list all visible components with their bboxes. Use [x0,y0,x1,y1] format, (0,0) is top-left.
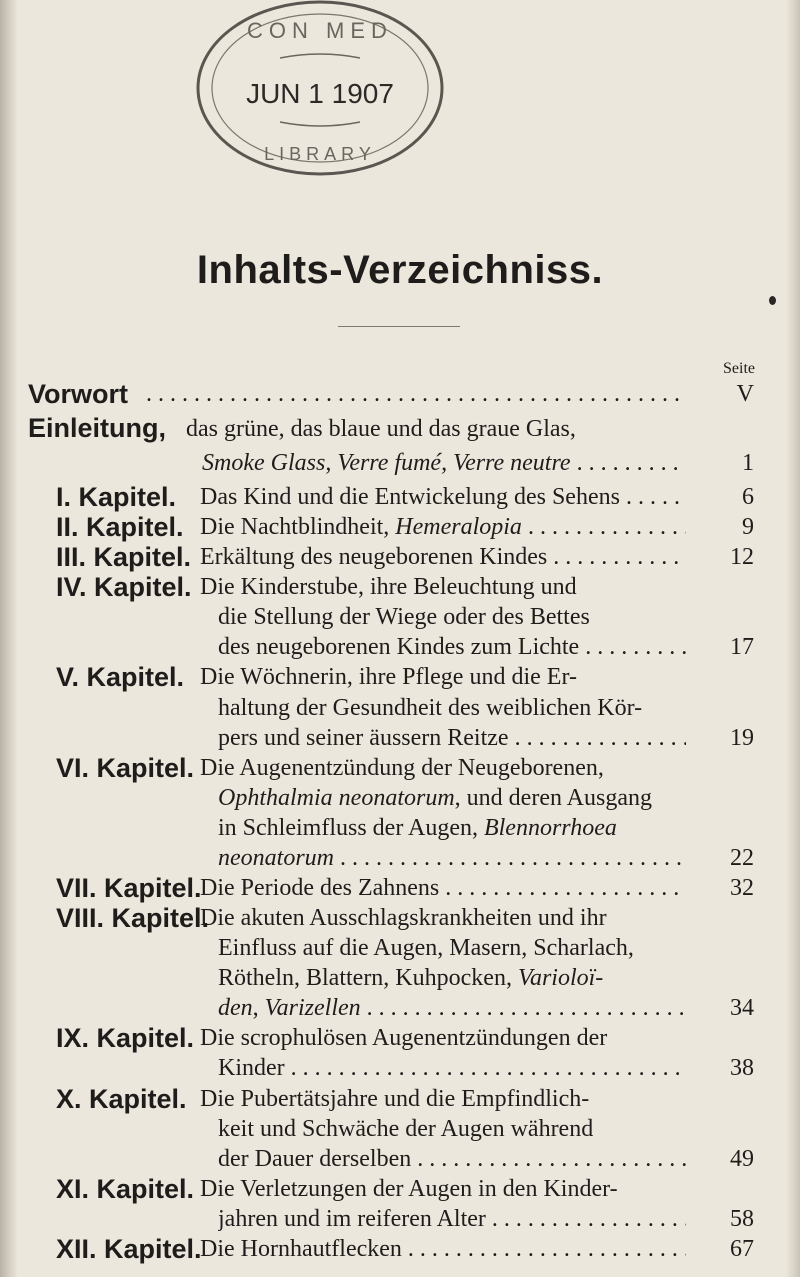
toc-line-text: Die Nachtblindheit, Hemeralopia [200,514,522,541]
stamp-bottom-text: LIBRARY [264,144,376,164]
page-edge-shadow [786,0,800,1277]
toc-page: 6 [742,484,754,510]
toc-line [200,1021,740,1055]
toc-page: 12 [730,544,754,571]
toc-line [218,691,758,725]
toc-label: I. Kapitel. [56,482,177,512]
toc-line-italic: Smoke Glass, Verre fumé, Verre neutre [202,450,571,476]
toc-page: 17 [730,634,754,661]
toc-line [200,510,686,544]
toc-line-text: Kinder [218,1055,285,1082]
toc-page: 34 [730,995,754,1022]
toc-page: 19 [730,724,754,751]
toc-page: 22 [730,844,754,871]
toc-line [218,811,758,845]
toc-line [202,446,686,480]
toc-line-text: die Stellung der Wiege oder des Bettes [218,604,590,631]
toc-label: VIII. Kapitel. [56,903,210,934]
toc-line-text: keit und Schwäche der Augen während [218,1115,594,1142]
stamp-top-text: CON MED [247,18,393,43]
toc-label: II. Kapitel. [56,512,184,543]
toc-page: 38 [730,1055,754,1082]
toc-line-text: neonatorum [218,844,334,871]
toc-line [200,1232,686,1266]
toc-line [218,630,686,664]
toc-line [218,1051,686,1085]
toc-line-text: Erkältung des neugeborenen Kindes [200,544,548,571]
toc-label: VI. Kapitel. [56,752,195,783]
toc-label: XI. Kapitel. [56,1173,195,1204]
toc-line-text: Die scrophulösen Augenentzündungen der [200,1025,608,1052]
toc-line [218,931,758,965]
toc-page: 58 [730,1205,754,1232]
toc-line-text: Die Verletzungen der Augen in den Kinder- [200,1175,618,1202]
toc-line [218,991,686,1025]
toc-line [218,841,686,875]
toc-line [218,721,686,755]
toc-line-text: Die Augenentzündung der Neugeborenen, [200,754,604,781]
toc-label: X. Kapitel. [56,1083,187,1114]
library-stamp [185,0,455,185]
toc-line-text: Einfluss auf die Augen, Masern, Scharlach, [218,935,634,962]
toc-line-text: den, Varizellen [218,995,361,1022]
toc-line [218,1202,686,1236]
page-title: Inhalts-Verzeichniss. [196,248,604,292]
toc-line-text: Die Hornhautflecken [200,1235,402,1262]
toc-line [218,781,758,815]
stamp-date: JUN 1 1907 [246,78,394,109]
title-divider [338,326,460,327]
ink-dot [769,296,776,305]
toc-line [218,961,758,995]
toc-line-text: Die Periode des Zahnens [200,875,440,901]
page-gutter-shadow [0,0,18,1277]
toc-line [200,1082,740,1116]
toc-line-text: der Dauer derselben [218,1145,412,1172]
toc-page: 9 [742,514,754,541]
toc-page: 49 [730,1145,754,1172]
toc-label: Einleitung, [28,413,166,443]
toc-label: IX. Kapitel. [56,1023,195,1054]
toc-label: IV. Kapitel. [56,572,192,603]
toc-line-text: des neugeborenen Kindes zum Lichte [218,634,580,661]
toc-line-text: Die Kinderstube, ihre Beleuchtung und [200,574,577,601]
toc-page: 32 [730,875,754,901]
toc-line [200,540,686,574]
page-column-header: Seite [723,360,755,377]
toc-page: 67 [730,1235,754,1262]
toc-line [200,871,686,905]
toc-label: III. Kapitel. [56,542,192,573]
toc-line-text: jahren und im reiferen Alter [218,1205,486,1232]
toc-page: 1 [742,450,754,476]
toc-line [218,600,758,634]
toc-line-text: pers und seiner äussern Reitze [218,724,509,751]
toc-label: XII. Kapitel. [56,1233,202,1264]
toc-label: Vorwort [28,379,128,409]
toc-line [200,1172,740,1206]
toc-line-text: haltung der Gesundheit des weiblichen Kör- [218,694,643,721]
toc-line-text: Die Wöchnerin, ihre Pflege und die Er- [200,664,577,691]
toc-line [200,660,740,694]
toc-line [200,480,686,514]
toc-label: V. Kapitel. [56,662,185,693]
toc-line-text: in Schleimfluss der Augen, Blennorrhoea [218,814,617,841]
toc-label: VII. Kapitel. [56,873,202,903]
toc-line: das grüne, das blaue und das graue Glas, [186,416,576,442]
toc-line [200,570,740,604]
toc-leader [146,377,686,411]
toc-line-text: Das Kind und die Entwickelung des Sehens [200,484,620,510]
toc-line [218,1112,758,1146]
toc-line [218,1142,686,1176]
toc-page: V [736,381,754,407]
toc-line-text: Die akuten Ausschlagskrankheiten und ihr [200,905,607,932]
toc-line [200,751,740,785]
toc-line [200,901,740,935]
toc-line-text: Ophthalmia neonatorum, und deren Ausgang [218,784,652,811]
toc-line-text: Die Pubertätsjahre und die Empfindlich- [200,1085,590,1112]
toc-line-text: Rötheln, Blattern, Kuhpocken, Varioloï- [218,965,604,992]
